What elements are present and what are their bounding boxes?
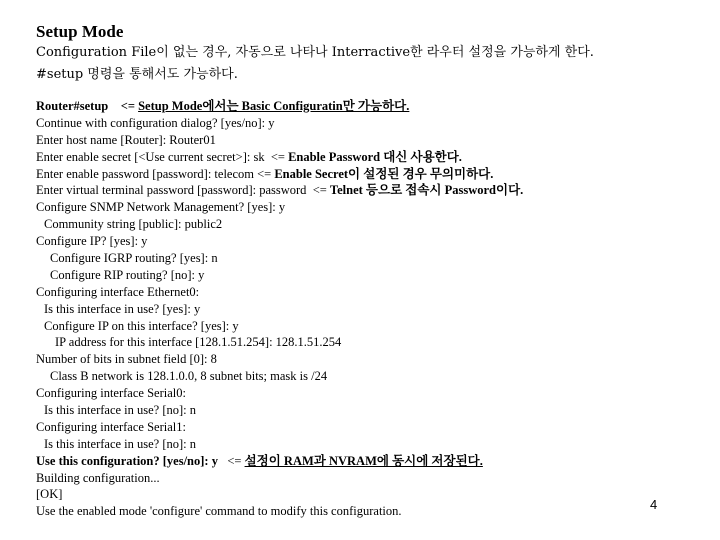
annotation-note: Telnet 등으로 접속시 Password이다. [329, 183, 524, 198]
annotation-arrow: <= [270, 149, 285, 164]
transcript-line: Is this interface in use? [no]: n [44, 403, 197, 418]
setup-dialog-transcript [36, 98, 706, 520]
transcript-line: Configure IP on this interface? [yes]: y [44, 318, 239, 333]
transcript-line: Use the enabled mode 'configure' command to modify this configuration. [36, 504, 402, 519]
intro-line: Configuration File이 없는 경우, 자동으로 나타나 Interractive한 라우터 설정을 가능하게 한다. [36, 45, 594, 60]
transcript-line: Class B network is 128.1.0.0, 8 subnet bits; mask is /24 [50, 369, 328, 384]
transcript-line [36, 453, 706, 470]
annotation-arrow: <= [312, 183, 327, 198]
annotation-note: Enable Password 대신 사용한다. [288, 149, 462, 164]
transcript-line: Configure SNMP Network Management? [yes]: y [36, 200, 286, 215]
slide-title: Setup Mode [36, 22, 124, 41]
transcript-line: Is this interface in use? [yes]: y [44, 301, 201, 316]
transcript-text: Use this configuration? [yes/no]: y [36, 453, 218, 468]
transcript-line: Configuring interface Serial0: [36, 386, 186, 401]
annotation-arrow: <= [227, 453, 242, 468]
transcript-line [36, 182, 706, 199]
transcript-line: [OK] [36, 487, 63, 502]
intro-text [36, 42, 706, 86]
transcript-line: Configure IGRP routing? [yes]: n [50, 251, 218, 266]
page-number: 4 [650, 497, 658, 512]
transcript-text: Enter enable password [password]: telecom [36, 166, 254, 181]
transcript-line: Number of bits in subnet field [0]: 8 [36, 352, 217, 367]
transcript-text: Enter virtual terminal password [password]: password [36, 183, 307, 198]
transcript-line: Building configuration... [36, 470, 160, 485]
transcript-line [36, 166, 706, 183]
transcript-line [36, 149, 706, 166]
annotation-arrow: <= [120, 99, 135, 113]
annotation-note: Enable Secret이 설정된 경우 무의미하다. [274, 166, 494, 181]
transcript-line [36, 98, 706, 115]
transcript-line: Community string [public]: public2 [44, 217, 223, 232]
command-text: Router#setup [36, 99, 109, 113]
transcript-line: IP address for this interface [128.1.51.254]: 128.1.51.254 [55, 335, 342, 350]
transcript-line: Configure RIP routing? [no]: y [50, 267, 205, 282]
transcript-line: Configuring interface Ethernet0: [36, 284, 200, 299]
intro-line: #setup 명령을 통해서도 가능하다. [36, 67, 238, 82]
annotation-note: Setup Mode에서는 Basic Configuratin만 가능하다. [138, 99, 410, 113]
transcript-line: Configuring interface Serial1: [36, 419, 186, 434]
annotation-arrow: <= [257, 166, 272, 181]
transcript-line: Continue with configuration dialog? [yes/no]: y [36, 115, 275, 130]
transcript-line: Is this interface in use? [no]: n [44, 436, 197, 451]
transcript-line: Enter host name [Router]: Router01 [36, 132, 216, 147]
transcript-line: Configure IP? [yes]: y [36, 234, 148, 249]
annotation-note: 설정이 RAM과 NVRAM에 동시에 저장된다. [244, 453, 483, 468]
transcript-text: Enter enable secret [<Use current secret>]: sk [36, 149, 265, 164]
